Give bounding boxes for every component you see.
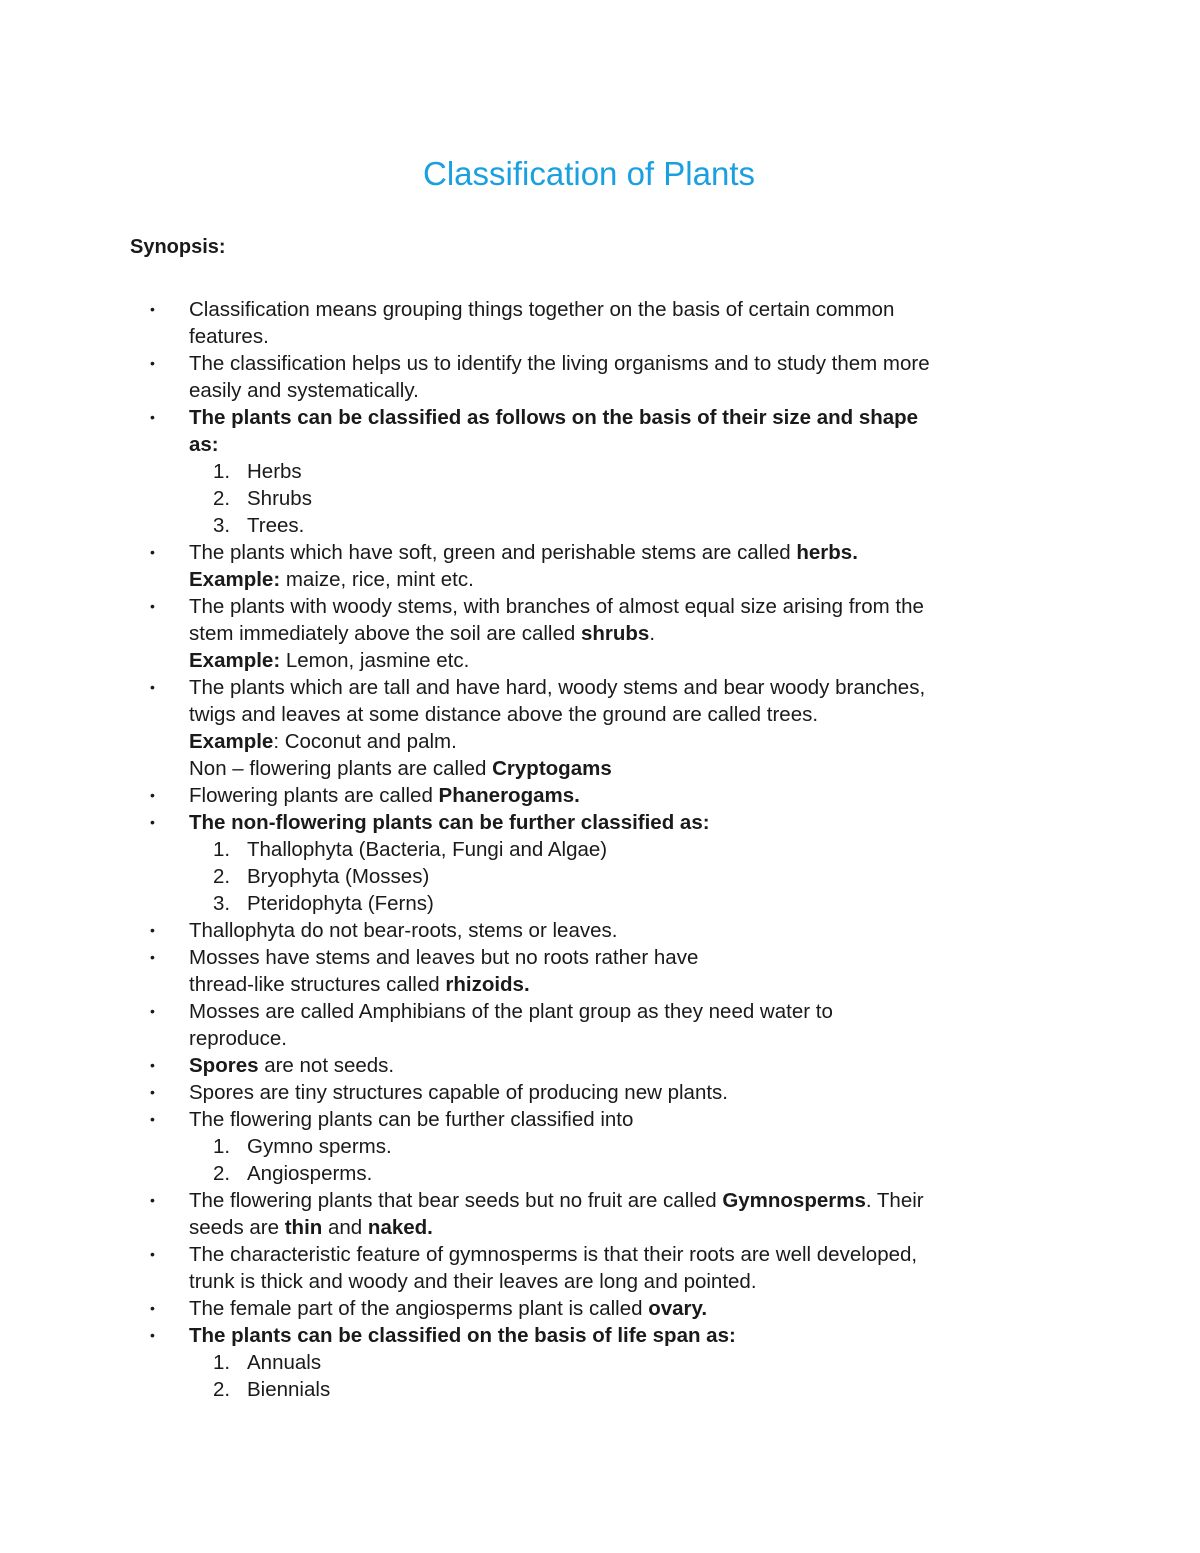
list-item: The plants can be classified on the basis of life span as: [189,1324,736,1347]
example-label: Example: [189,568,281,591]
text-run: The female part of the angiosperms plant is called [189,1297,649,1320]
list-number: 2. [213,1162,231,1185]
bullet-marker: • [150,1003,155,1019]
bullet-marker: • [150,1327,155,1343]
bullet-marker: • [150,922,155,938]
list-item [189,539,858,566]
example-label: Example [189,730,274,753]
list-item-continuation [189,620,655,647]
text-run: . [649,622,656,645]
list-item: Thallophyta do not bear-roots, stems or leaves. [189,919,618,942]
bullet-marker: • [150,409,155,425]
list-item: Mosses have stems and leaves but no roots rather have [189,946,699,969]
example-line [189,728,457,755]
bullet-marker: • [150,1084,155,1100]
bold-term: herbs. [796,541,858,564]
bold-term: shrubs [580,622,650,645]
bullet-marker: • [150,301,155,317]
list-item-continuation: as: [189,433,219,456]
text-run: Lemon, jasmine etc. [280,649,470,672]
page-title: Classification of Plants [423,155,755,192]
bold-term: Gymnosperms [722,1189,866,1212]
text-run: : Coconut and palm. [273,730,457,753]
list-item: The classification helps us to identify the living organisms and to study them more [189,352,930,375]
bullet-marker: • [150,1192,155,1208]
sub-list-item: Pteridophyta (Ferns) [247,892,434,915]
text-run: The flowering plants that bear seeds but no fruit are called [189,1189,723,1212]
text-run: Flowering plants are called [189,784,439,807]
list-item: The flowering plants can be further classified into [189,1108,634,1131]
text-run: thread-like structures called [189,973,446,996]
list-number: 1. [213,1135,231,1158]
list-item: The non-flowering plants can be further classified as: [189,811,710,834]
example-label: Example: [189,649,281,672]
example-line [189,566,474,593]
bullet-marker: • [150,1300,155,1316]
list-item: Classification means grouping things together on the basis of certain common [189,298,895,321]
list-item [189,782,580,809]
bold-term: rhizoids. [445,973,530,996]
bold-term: thin [284,1216,323,1239]
list-item [189,1187,924,1214]
bold-term: naked. [367,1216,433,1239]
list-item: Mosses are called Amphibians of the plant group as they need water to [189,1000,833,1023]
list-number: 2. [213,1378,231,1401]
text-run: stem immediately above the soil are called [189,622,581,645]
example-line [189,647,469,674]
list-item [189,1295,707,1322]
sub-list-item: Gymno sperms. [247,1135,392,1158]
bullet-marker: • [150,1111,155,1127]
bold-term: Phanerogams. [438,784,580,807]
text-run: are not seeds. [258,1054,395,1077]
bullet-marker: • [150,1246,155,1262]
list-item [189,1052,394,1079]
sub-list-item: Annuals [247,1351,322,1374]
bullet-marker: • [150,949,155,965]
list-item-continuation: trunk is thick and woody and their leaves are long and pointed. [189,1270,757,1293]
bullet-marker: • [150,787,155,803]
bullet-marker: • [150,544,155,560]
text-run: Non – flowering plants are called [189,757,493,780]
list-item: The plants can be classified as follows on the basis of their size and shape [189,406,919,429]
list-item-continuation [189,755,612,782]
bullet-marker: • [150,814,155,830]
bold-term: ovary. [648,1297,708,1320]
list-number: 2. [213,865,231,888]
bullet-marker: • [150,679,155,695]
list-number: 1. [213,1351,231,1374]
sub-list-item: Shrubs [247,487,312,510]
text-run: . Their [865,1189,924,1212]
list-number: 1. [213,460,231,483]
list-number: 3. [213,892,231,915]
sub-list-item: Herbs [247,460,302,483]
bold-term: Spores [189,1054,259,1077]
text-run: The plants which have soft, green and perishable stems are called [189,541,797,564]
list-item: The plants which are tall and have hard, woody stems and bear woody branches, [189,676,926,699]
sub-list-item: Bryophyta (Mosses) [247,865,430,888]
list-item: The characteristic feature of gymnosperms is that their roots are well developed, [189,1243,918,1266]
list-number: 1. [213,838,231,861]
list-number: 2. [213,487,231,510]
list-item-continuation: features. [189,325,269,348]
bold-term: Cryptogams [492,757,612,780]
bullet-marker: • [150,598,155,614]
list-item-continuation [189,1214,433,1241]
list-item-continuation: twigs and leaves at some distance above the ground are called trees. [189,703,819,726]
bullet-marker: • [150,1057,155,1073]
synopsis-heading: Synopsis: [130,236,226,258]
sub-list-item: Trees. [247,514,305,537]
list-item-continuation: easily and systematically. [189,379,419,402]
sub-list-item: Biennials [247,1378,331,1401]
list-item: Spores are tiny structures capable of producing new plants. [189,1081,728,1104]
list-item-continuation [189,971,530,998]
text-run: seeds are [189,1216,285,1239]
list-item: The plants with woody stems, with branches of almost equal size arising from the [189,595,924,618]
list-number: 3. [213,514,231,537]
sub-list-item: Angiosperms. [247,1162,373,1185]
text-run: and [322,1216,368,1239]
list-item-continuation: reproduce. [189,1027,288,1050]
text-run: maize, rice, mint etc. [280,568,474,591]
bullet-marker: • [150,355,155,371]
sub-list-item: Thallophyta (Bacteria, Fungi and Algae) [247,838,608,861]
